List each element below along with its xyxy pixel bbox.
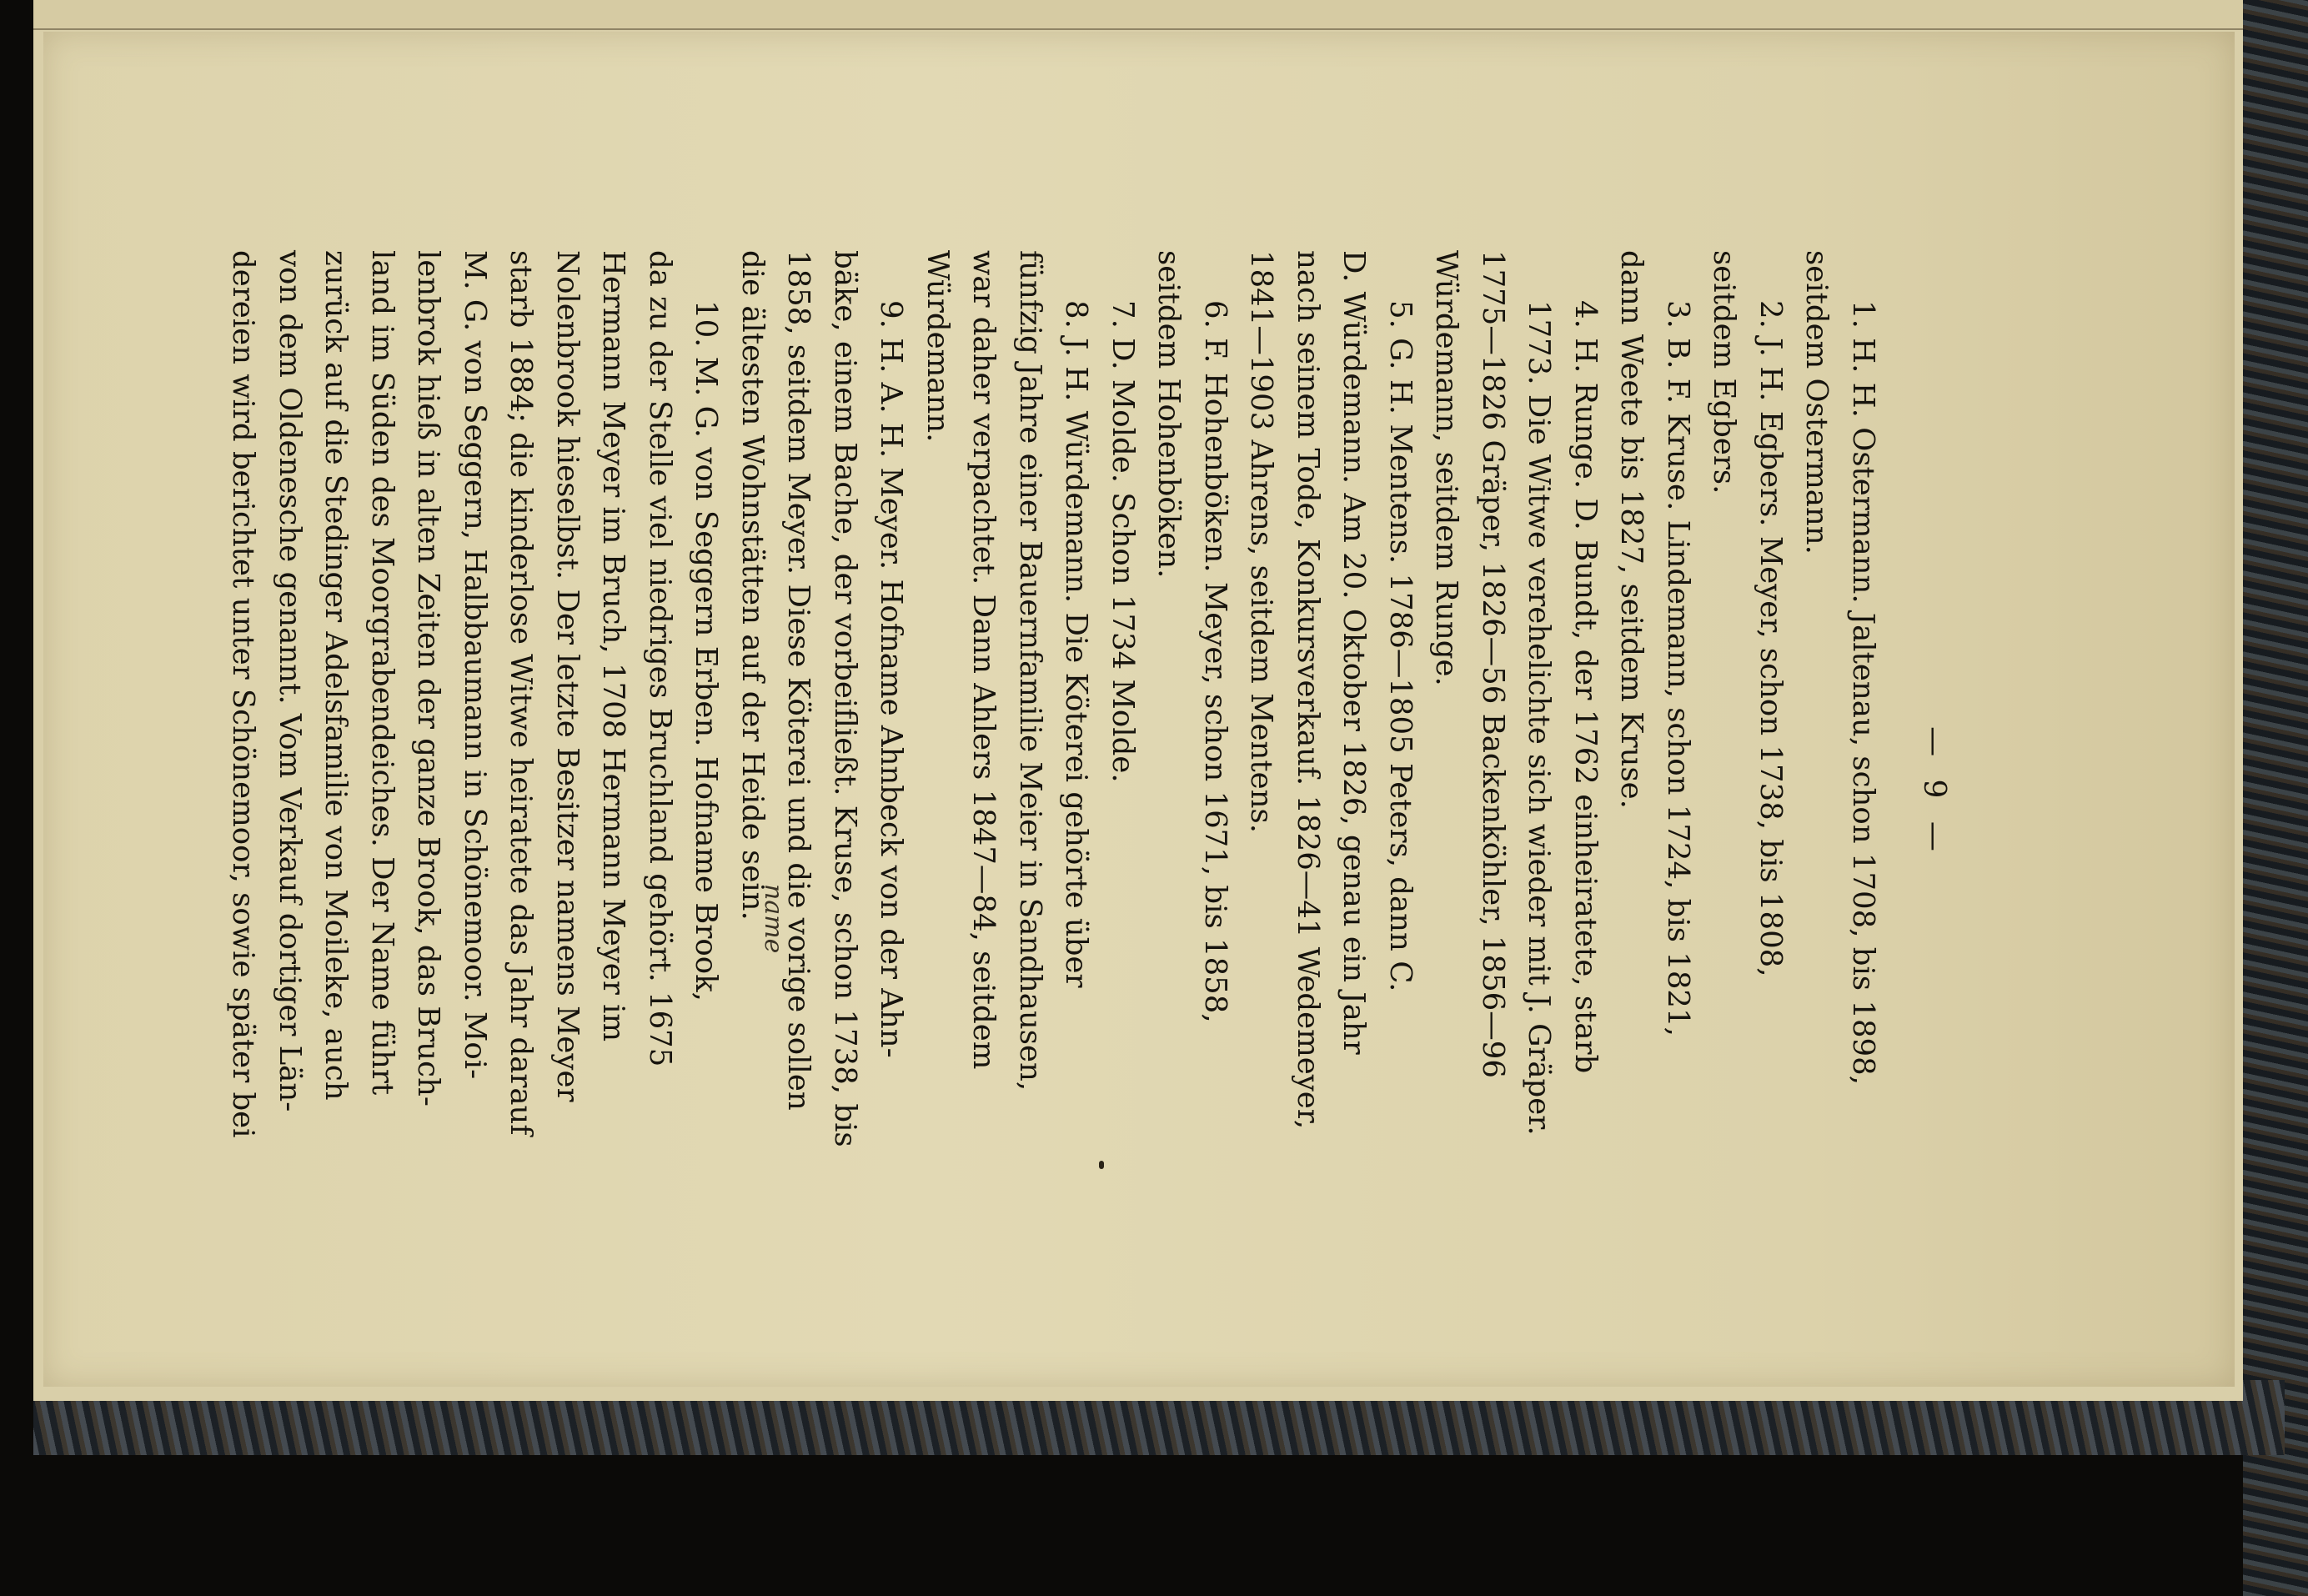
- text-line: da zu der Stelle viel niedriges Bruchland gehört. 1675: [643, 250, 677, 1067]
- text-line: 9. H. A. H. Meyer. Hofname Ahnbeck von der Ahn-: [874, 300, 909, 1058]
- text-line: fünfzig Jahre einer Bauernfamilie Meier in Sandhausen,: [1013, 250, 1047, 1092]
- text-line: D. Würdemann. Am 20. Oktober 1826, genau ein Jahr: [1337, 250, 1372, 1055]
- text-line: 1. H. H. Ostermann. Jaltenau, schon 1708, bis 1898,: [1846, 300, 1880, 1085]
- text-line: 1773. Die Witwe verehelichte sich wieder mit J. Gräper.: [1522, 300, 1557, 1136]
- text-line: von dem Oldenesche genannt. Vom Verkauf dortiger Län-: [273, 250, 307, 1112]
- text-line: 3. B. F. Kruse. Lindemann, schon 1724, bis 1821,: [1661, 300, 1695, 1036]
- text-lines: [220, 250, 1886, 1334]
- text-line: Nolenbrook hieselbst. Der letzte Besitzer namens Meyer: [550, 250, 585, 1102]
- text-line: 1858, seitdem Meyer. Diese Köterei und die vorige sollen: [781, 250, 816, 1111]
- text-line: lenbrok hieß in alten Zeiten der ganze Brook, das Bruch-: [411, 250, 446, 1107]
- text-line: zurück auf die Stedinger Adelsfamilie von Moileke, auch: [319, 250, 354, 1101]
- text-line: 2. J. H. Egbers. Meyer, schon 1738, bis 1808,: [1754, 300, 1788, 977]
- text-line: 10. M. G. von Seggern Erben. Hofname Brook,: [689, 300, 724, 1001]
- text-line: 1841—1903 Ahrens, seitdem Mentens.: [1244, 250, 1279, 833]
- text-line: seitdem Egbers.: [1707, 250, 1742, 494]
- text-line: nach seinem Tode, Konkursverkauf. 1826—41 Wedemeyer,: [1291, 250, 1325, 1130]
- text-line: starb 1884; die kinderlose Witwe heiratete das Jahr darauf: [504, 250, 539, 1136]
- ink-speck: [1099, 1161, 1104, 1169]
- text-line: 6. F. Hohenböken. Meyer, schon 1671, bis 1858,: [1198, 300, 1232, 1023]
- text-line: bäke, einem Bache, der vorbeifließt. Kruse, schon 1738, bis: [828, 250, 862, 1147]
- text-line: 5. G. H. Mentens. 1786—1805 Peters, dann C.: [1383, 300, 1417, 992]
- text-line: die ältesten Wohnstätten auf der Heide sein.: [735, 250, 770, 921]
- text-line: Würdemann.: [921, 250, 955, 443]
- text-line: 1775—1826 Gräper, 1826—56 Backenköhler, 1856—96: [1476, 250, 1510, 1078]
- text-line: 4. H. Runge. D. Bundt, der 1762 einheiratete, starb: [1568, 300, 1603, 1074]
- text-line: dereien wird berichtet unter Schönemoor, sowie später bei: [226, 250, 261, 1138]
- text-line: land im Süden des Moorgrabendeiches. Der Name führt: [365, 250, 399, 1096]
- text-line: seitdem Ostermann.: [1799, 250, 1834, 555]
- text-line: dann Weete bis 1827, seitdem Kruse.: [1614, 250, 1649, 809]
- text-line: war daher verpachtet. Dann Ahlers 1847—84, seitdem: [966, 250, 1001, 1070]
- facing-page-edge: [33, 0, 2243, 30]
- text-line: Hermann Meyer im Bruch, 1708 Hermann Meyer im: [596, 250, 631, 1042]
- text-line: 7. D. Molde. Schon 1734 Molde.: [1106, 300, 1140, 783]
- text-line: seitdem Hohenböken.: [1151, 250, 1187, 579]
- text-line: 8. J. H. Würdemann. Die Köterei gehörte über: [1059, 300, 1094, 988]
- marbled-board-right: [2243, 0, 2308, 1596]
- handwritten-insertion: [696, 884, 788, 904]
- text-line: Würdemann, seitdem Runge.: [1429, 250, 1464, 686]
- rotated-text-block: [226, 250, 1951, 1334]
- page-number: — 9 —: [1917, 726, 1951, 858]
- text-line: M. G. von Seggern, Halbbaumann in Schönemoor. Moi-: [458, 250, 492, 1080]
